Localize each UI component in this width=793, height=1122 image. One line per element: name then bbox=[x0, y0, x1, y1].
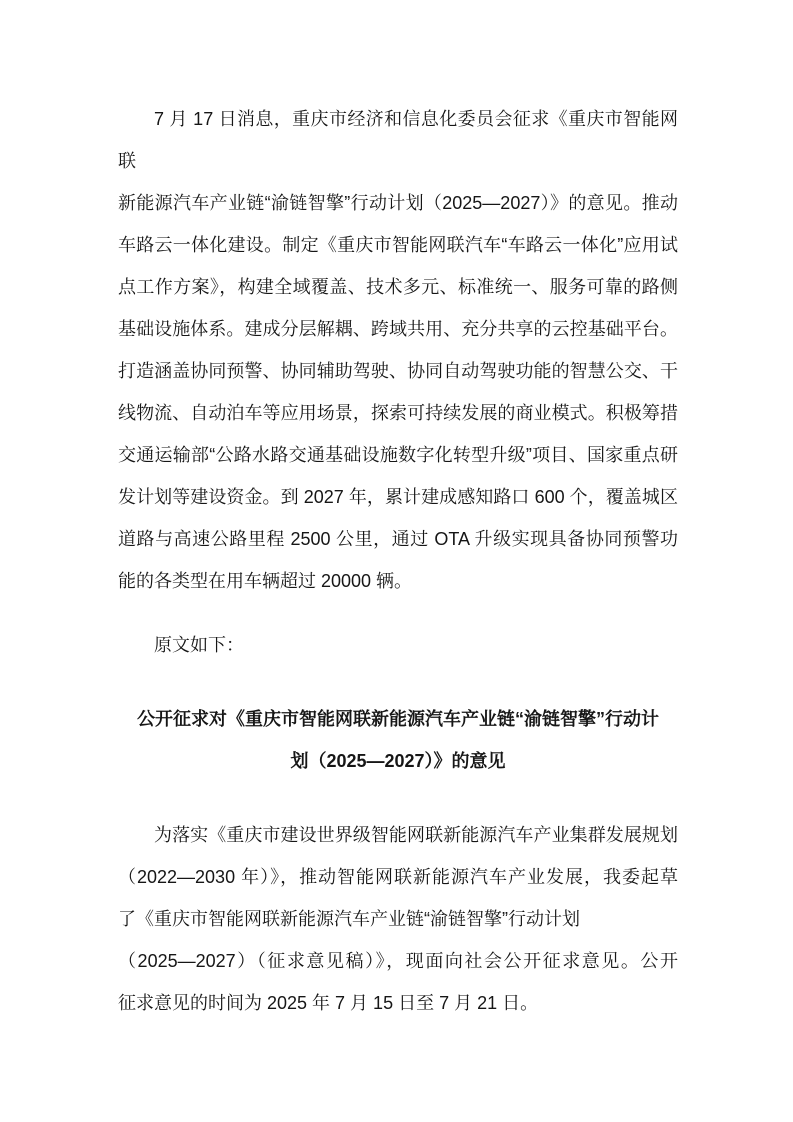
text-line: 点工作方案》，构建全域覆盖、技术多元、标准统一、服务可靠的路侧 bbox=[118, 277, 678, 297]
source-label: 原文如下： bbox=[154, 635, 244, 655]
document-title bbox=[118, 698, 678, 782]
text-line: 交通运输部“公路水路交通基础设施数字化转型升级”项目、国家重点研 bbox=[118, 445, 678, 465]
text-line: 了《重庆市智能网联新能源汽车产业链“渝链智擎”行动计划 bbox=[118, 909, 580, 929]
paragraph-notice bbox=[118, 814, 678, 1024]
text-line: 打造涵盖协同预警、协同辅助驾驶、协同自动驾驶功能的智慧公交、干 bbox=[118, 361, 678, 381]
text-line: 新能源汽车产业链“渝链智擎”行动计划（2025—2027）》的意见。推动 bbox=[118, 193, 678, 213]
text-line: 为落实《重庆市建设世界级智能网联新能源汽车产业集群发展规划 bbox=[154, 825, 678, 845]
text-line: 能的各类型在用车辆超过 20000 辆。 bbox=[118, 571, 413, 591]
source-label-block bbox=[118, 624, 678, 666]
text-line: 7 月 17 日消息，重庆市经济和信息化委员会征求《重庆市智能网联 bbox=[118, 109, 678, 171]
text-line: 发计划等建设资金。到 2027 年，累计建成感知路口 600 个，覆盖城区 bbox=[118, 487, 678, 507]
text-line: （2025—2027）（征求意见稿）》，现面向社会公开征求意见。公开 bbox=[118, 951, 678, 971]
text-line: （2022—2030 年）》，推动智能网联新能源汽车产业发展，我委起草 bbox=[118, 867, 678, 887]
text-line: 基础设施体系。建成分层解耦、跨域共用、充分共享的云控基础平台。 bbox=[118, 319, 678, 339]
text-line: 车路云一体化建设。制定《重庆市智能网联汽车“车路云一体化”应用试 bbox=[118, 235, 678, 255]
text-line: 线物流、自动泊车等应用场景，探索可持续发展的商业模式。积极筹措 bbox=[118, 403, 678, 423]
text-line: 道路与高速公路里程 2500 公里，通过 OTA 升级实现具备协同预警功 bbox=[118, 529, 678, 549]
text-line: 征求意见的时间为 2025 年 7 月 15 日至 7 月 21 日。 bbox=[118, 993, 539, 1013]
document-title-line: 公开征求对《重庆市智能网联新能源汽车产业链“渝链智擎”行动计 bbox=[137, 709, 659, 729]
paragraph-news bbox=[118, 98, 678, 602]
document-title-line: 划（2025—2027）》的意见 bbox=[290, 751, 506, 771]
